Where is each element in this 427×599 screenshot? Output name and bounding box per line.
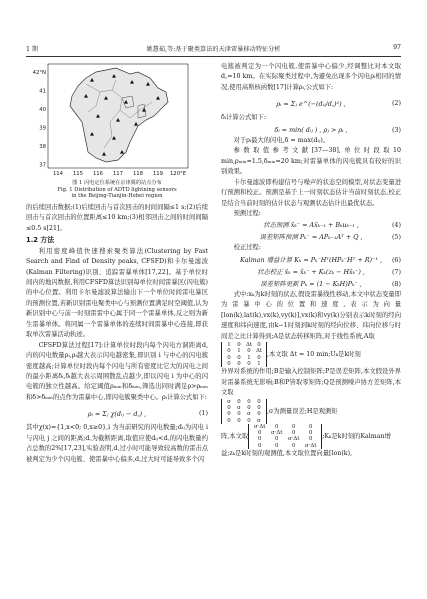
matrix-cell: σ (237, 405, 241, 411)
latitude-label: 37 (39, 162, 46, 169)
equation-2-number: (2) (391, 99, 401, 108)
matrix-Q-trailing: ,σ为测量误差;H是观测矩 (267, 407, 338, 415)
matrix-cell: σ·Δt (287, 436, 300, 443)
matrix-cell: 0 (247, 405, 251, 411)
matrix-cell: σ (227, 398, 231, 405)
matrix-cell: Δt (255, 348, 263, 355)
latitude-label: 38 (39, 144, 46, 150)
matrix-cell: 0 (274, 442, 279, 449)
matrix-cell: 0 (247, 398, 251, 405)
latitude-tick-labels (33, 70, 47, 169)
paragraph-kalman: 卡尔曼滤波即构建信号与噪声的状态空间模型,对状态变量进行预测和校正。预测是基于上一时刻状态估计当前时刻状态,校正是结合当前时刻的估计状态与观测状态估计出最优状态。 (221, 178, 401, 207)
matrix-A (221, 342, 267, 367)
matrix-cell: 0 (237, 398, 241, 405)
matrix-cell: 0 (257, 405, 261, 411)
matrix-cell: σ·Δt (253, 423, 266, 430)
paragraph-cfsfd: CFSFD算法过程[17]:计算单位时段内每个闪电方洞距离d,内的闪电数量ρᵢ,ρᵢ越大表示闪电越密集,即识别 i 与中心的闪电簇密度越高;计算单位时段内每个闪电与所有密度比它大的闪电之间的最小距离δᵢ,δᵢ越大表示周围散乱点越少,即以闪电 i 为中心的闪电簇的独立性越高。给定阈值ρₘᵢₙ和δₘᵢₙ,筛选出同时满足ρ>ρₘᵢₙ和δ>δₘᵢₙ的点作为雷暴中心,即闪电簇聚类中心。ρᵢ计算公式如下: (26, 341, 208, 401)
matrix-R-lead: 阵,本文取 (221, 432, 249, 440)
equation-4-formula: 状态预测 x̂ₖ⁻ = Ax̂ₖ₋₁ + Bₖuₖ₋₁ , (263, 221, 359, 230)
equation-1 (26, 403, 208, 423)
issue-number: 1 期 (26, 46, 39, 53)
matrix-cell: 0 (237, 417, 241, 424)
figure-1-map (26, 62, 208, 179)
equation-8-number: (8) (391, 279, 401, 288)
matrix-cell: 1 (237, 348, 241, 355)
matrix-cell: 0 (257, 430, 262, 437)
page-number: 97 (393, 44, 401, 51)
matrix-cell: σ·Δt (304, 442, 317, 449)
latitude-label: 42°N (32, 70, 46, 76)
matrix-cell: 0 (257, 354, 261, 361)
matrix-cell: 0 (227, 361, 231, 368)
matrix-cell: 0 (308, 436, 313, 443)
paragraph-max-density: 对于ρᵢ最大的闪电,δ = max(dᵢⱼ)。 (233, 136, 330, 144)
paragraph-observation: 益;zₖ是k时刻的观测值,本文取位置向量[lon(k), (221, 450, 353, 458)
running-title: 姚慧茹,等:基于聚类算法的天津雷暴移动特征分析 (146, 46, 281, 53)
paragraph-parameters: 参数取值参考文献[37—38],单位时段取10 min,ρₘᵢₙ=1.5,δₘᵢₙ=20 km;对雷暴单体的闪电簇具有较好的识别效果。 (221, 147, 401, 176)
matrix-cell: 0 (291, 442, 296, 449)
matrix-cell: 0 (227, 354, 231, 361)
equation-3-number: (3) (391, 125, 401, 134)
prediction-heading: 预测过程: (233, 209, 261, 217)
equation-6 (221, 254, 401, 266)
caption-en-line2: in the Beijing-Tianjin-Hebei region (71, 193, 163, 200)
matrix-cell: 0 (257, 442, 262, 449)
matrix-cell: 0 (237, 342, 241, 349)
matrix-cell: 0 (227, 348, 231, 355)
equation-3-formula: δᵢ = min( dᵢⱼ ) , ρⱼ > ρᵢ , (274, 125, 348, 134)
matrix-cell: 0 (247, 348, 251, 355)
matrix-cell: 0 (308, 430, 313, 437)
latitude-label: 39 (39, 125, 46, 132)
matrix-cell: 0 (257, 411, 261, 418)
station-map (26, 62, 208, 179)
running-header (26, 44, 401, 56)
matrix-R-line (221, 424, 401, 449)
latitude-label: 41 (39, 88, 46, 95)
equation-5-formula: 误差矩阵预测 Pₖ⁻ = APₖ₋₁Aᵀ + Q , (259, 233, 363, 242)
matrix-cell: 0 (237, 354, 241, 361)
section-heading-method: 1.2 方法 (26, 236, 55, 245)
equation-2 (221, 93, 401, 113)
matrix-cell: σ·Δt (270, 430, 283, 437)
delta-intro: δᵢ计算公式如下: (221, 114, 266, 122)
matrix-R (248, 424, 322, 449)
matrix-cell: 0 (257, 342, 261, 349)
figure-caption (26, 180, 208, 200)
equation-7-formula: 状态校正 x̂ₖ = x̂ₖ⁻ + Kₖ(zₖ − Hx̂ₖ⁻) , (257, 267, 365, 276)
correction-heading: 校正过程: (233, 244, 261, 252)
matrix-cell: σ (257, 417, 261, 424)
paragraph-subsequent-strokes: 的后续回击数据;(1)后续回击与首次回击的时间间隔≤1 s;(2)后续回击与首次回击的位置距离≤10 km;(3)相邻回击之间的时间间隔≤0.5 s[21]。 (26, 203, 208, 232)
equation-1-number: (1) (198, 409, 208, 418)
matrix-cell: 0 (227, 417, 231, 424)
longitude-label: 114 (52, 171, 64, 177)
equation-1-formula: ρᵢ = Σⱼ χ(dᵢⱼ − d꜀) , (87, 410, 147, 419)
longitude-label: 118 (132, 171, 144, 177)
longitude-label: 116 (92, 171, 104, 177)
equation-7 (221, 266, 401, 278)
caption-en-line1: Fig. 1 Distribution of ADTD lightning sensors (57, 186, 177, 193)
longitude-tick-labels (53, 171, 187, 177)
paragraph-gaussian: 电簇被判定为一个闪电簇,使雷暴中心偏少,经调整比对本文取d꜀=10 km。在实际聚类过程中,为避免出现多个闪电ρᵢ相同的情况,使用高斯核函数[17]计算ρᵢ,公式如下: (221, 63, 401, 91)
longitude-label: 120°E (169, 171, 187, 177)
matrix-Q-line (221, 399, 401, 424)
matrix-cell: 0 (257, 436, 262, 443)
equation-2-formula: ρᵢ = Σⱼ e^(−(dᵢⱼ/d꜀)²) , (276, 100, 346, 109)
longitude-label: 119 (152, 171, 164, 177)
matrix-cell: 1 (227, 342, 231, 349)
equation-8 (221, 278, 401, 290)
matrix-cell: 0 (274, 423, 279, 430)
matrix-cell: 0 (247, 361, 251, 368)
matrix-cell: 0 (227, 411, 231, 418)
matrix-Q (221, 399, 267, 424)
latitude-label: 40 (39, 107, 46, 113)
equation-5-number: (5) (391, 233, 401, 242)
left-column (26, 62, 208, 465)
longitude-label: 117 (112, 171, 124, 177)
header-rule (26, 56, 401, 57)
equation-3 (221, 124, 401, 136)
right-column (221, 62, 401, 460)
matrix-cell: 0 (257, 398, 261, 405)
matrix-cell: 0 (247, 417, 251, 424)
paragraph-method: 利用密度峰值快速搜索聚类算法(Clustering by Fast Search and Find of Density peaks, CFSFD)和卡尔曼滤波(Kalman Filtering)识别、追踪雷暴单体[17,22]。基于单位时间内的地闪数据,利用CFSFD算法识别每单位时间雷暴区(闪电簇)的中心位置。利用卡尔曼滤波算法输出下一个单位时间雷电暴区的预测位置,若新识别雷电聚类中心与预测位置满足时空阈值,认为新识别中心与前一时刻雷雷中心属于同一个雷暴单体,反之则为新生雷暴单体。将同属一个雷暴单体的连续时间雷暴中心连接,即获取单次雷暴活动轨迹。 (26, 247, 208, 339)
equation-4 (221, 219, 401, 231)
equation-6-formula: Kalman 增益计算 Kₖ = Pₖ⁻Hᵀ(HPₖ⁻Hᵀ + R)⁻¹ , (239, 255, 383, 264)
matrix-cell: 0 (237, 411, 241, 418)
equation-6-number: (6) (391, 255, 401, 264)
matrix-cell: 0 (291, 423, 296, 430)
matrix-cell: Δt (245, 342, 253, 349)
equation-5 (221, 231, 401, 243)
matrix-cell: 1 (257, 361, 261, 368)
paragraph-noise: 外界对系统的作用;B是输入控制矩阵;P是误差矩阵,本文假设外界对雷暴系统无影响;B和P皆取零矩阵;Q是预测噪声协方差矩阵,本文取 (221, 368, 401, 397)
paragraph-state-definition: 式中:xₖ为k时刻的状态,假设雷暴线性移动,本文中状态变量即为雷暴中心的位置和速度,表示为向量[lon(k),lat(k),vx(k),vy(k)],vx(k)和vy(k)分别表示k时刻的经向速度和纬向速度,由k−1时刻到k时刻的经向位移、纬向位移与时间差之比计算得到;A是状态转移矩阵,对于线性系统,A取 (221, 290, 401, 340)
matrix-A-line (221, 342, 401, 367)
matrix-A-trailing: ,本文取 Δt = 10 min;Uₖ是k时刻 (267, 351, 361, 359)
equation-7-number: (7) (391, 267, 401, 276)
caption-zh: 图 1 闪电定位系统在京津冀的站点分布 (72, 180, 162, 186)
longitude-label: 115 (72, 171, 84, 177)
matrix-cell: 0 (274, 436, 279, 443)
matrix-R-trailing: ;Kₖ是k时刻的Kalman增 (322, 432, 391, 440)
matrix-cell: 1 (247, 354, 251, 361)
matrix-cell: 0 (308, 423, 313, 430)
matrix-cell: 0 (291, 430, 296, 437)
paragraph-cutoff-distance: 其中χ(x)={1,x<0; 0,x≥0},i 为当前研究的闪电数量;dᵢⱼ为闪电 i 与闪电 j 之间的距离;d꜀为截断距离,取值应使dᵢⱼ<d꜀的闪电数量约占总数的2%[17,23],实验表明,d꜀过小时可能导致较高数的雷击点被判定为少个闪电簇、使雷暴中心偏多,d꜀过大时可能导致多个闪 (26, 424, 208, 463)
matrix-cell: σ (247, 411, 251, 418)
matrix-cell: 0 (237, 361, 241, 368)
equation-8-formula: 误差矩阵更新 Pₖ = (1 − KₖH)Pₖ⁻ , (260, 279, 362, 288)
matrix-cell: 0 (227, 405, 231, 411)
equation-4-number: (4) (391, 221, 401, 230)
